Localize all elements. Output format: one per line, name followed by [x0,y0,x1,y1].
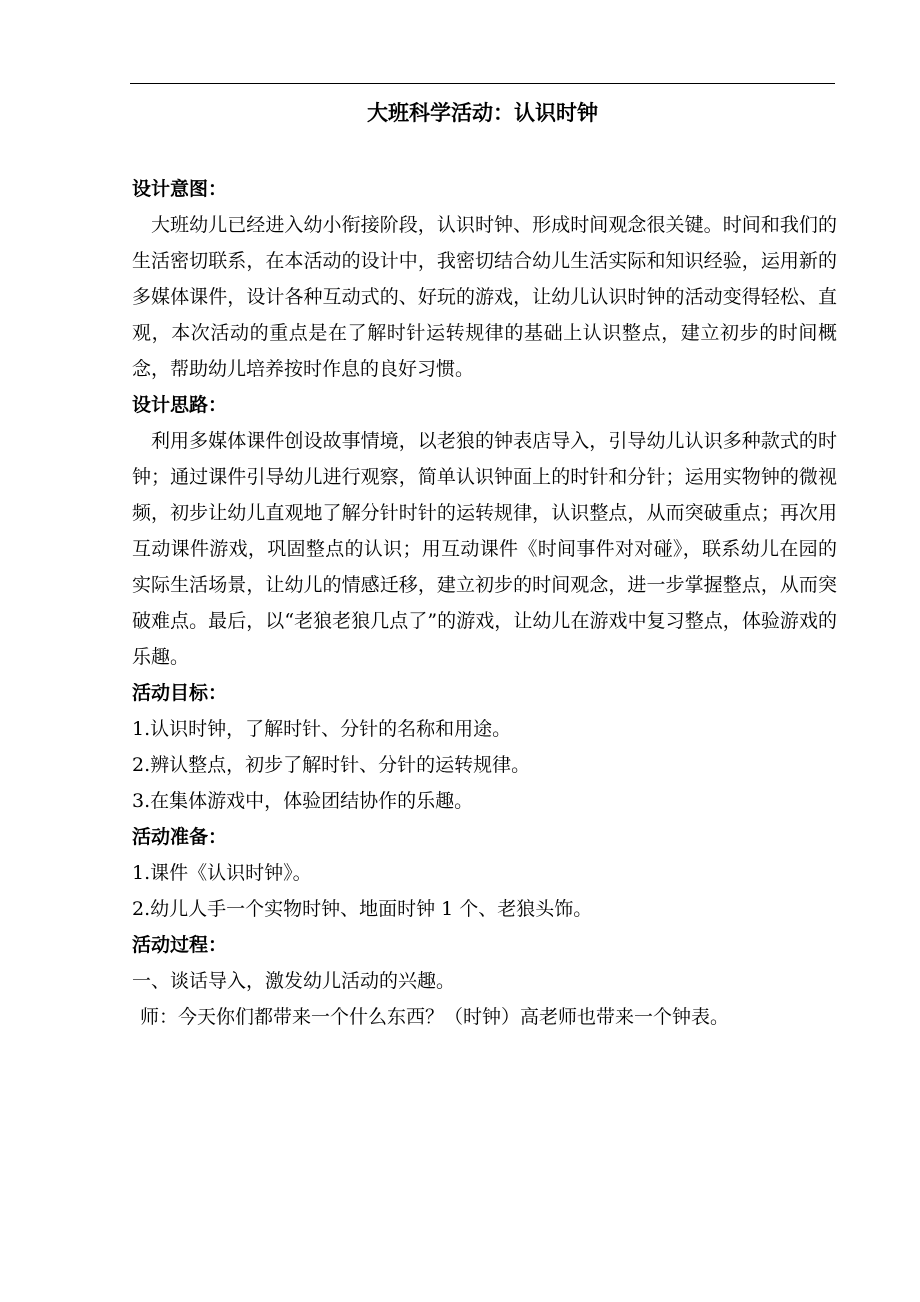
section-heading-intent: 设计意图： [132,178,228,200]
section-heading-approach: 设计思路： [132,394,228,416]
process-step: 一、谈话导入，激发幼儿活动的兴趣。 [132,970,456,992]
preparation-item: 1.课件《认识时钟》。 [132,862,312,884]
goal-item: 2.辨认整点，初步了解时针、分针的运转规律。 [132,754,531,776]
preparation-item: 2.幼儿人手一个实物时钟、地面时钟 1 个、老狼头饰。 [132,898,593,920]
goal-item: 1.认识时钟，了解时针、分针的名称和用途。 [132,718,512,740]
section-heading-preparation: 活动准备： [132,826,228,848]
section-heading-goals: 活动目标： [132,682,228,704]
document-body [132,171,837,1035]
goal-item: 3.在集体游戏中，体验团结协作的乐趣。 [132,790,474,812]
process-dialogue: 师：今天你们都带来一个什么东西？（时钟）高老师也带来一个钟表。 [140,1006,730,1028]
paragraph-approach: 利用多媒体课件创设故事情境，以老狼的钟表店导入，引导幼儿认识多种款式的时钟；通过课件引导幼儿进行观察，简单认识钟面上的时针和分针；运用实物钟的微视频，初步让幼儿直观地了解分针时针的运转规律，认识整点，从而突破重点；再次用互动课件游戏，巩固整点的认识；用互动课件《时间事件对对碰》，联系幼儿在园的实际生活场景，让幼儿的情感迁移，建立初步的时间观念，进一步掌握整点，从而突破难点。最后，以“老狼老狼几点了”的游戏，让幼儿在游戏中复习整点，体验游戏的乐趣。 [132,430,837,668]
header-rule [130,83,835,84]
section-heading-process: 活动过程： [132,934,228,956]
paragraph-intent: 大班幼儿已经进入幼小衔接阶段，认识时钟、形成时间观念很关键。时间和我们的生活密切联系，在本活动的设计中，我密切结合幼儿生活实际和知识经验，运用新的多媒体课件，设计各种互动式的、好玩的游戏，让幼儿认识时钟的活动变得轻松、直观，本次活动的重点是在了解时针运转规律的基础上认识整点，建立初步的时间概念，帮助幼儿培养按时作息的良好习惯。 [132,214,837,380]
document-title: 大班科学活动：认识时钟 [367,101,598,125]
